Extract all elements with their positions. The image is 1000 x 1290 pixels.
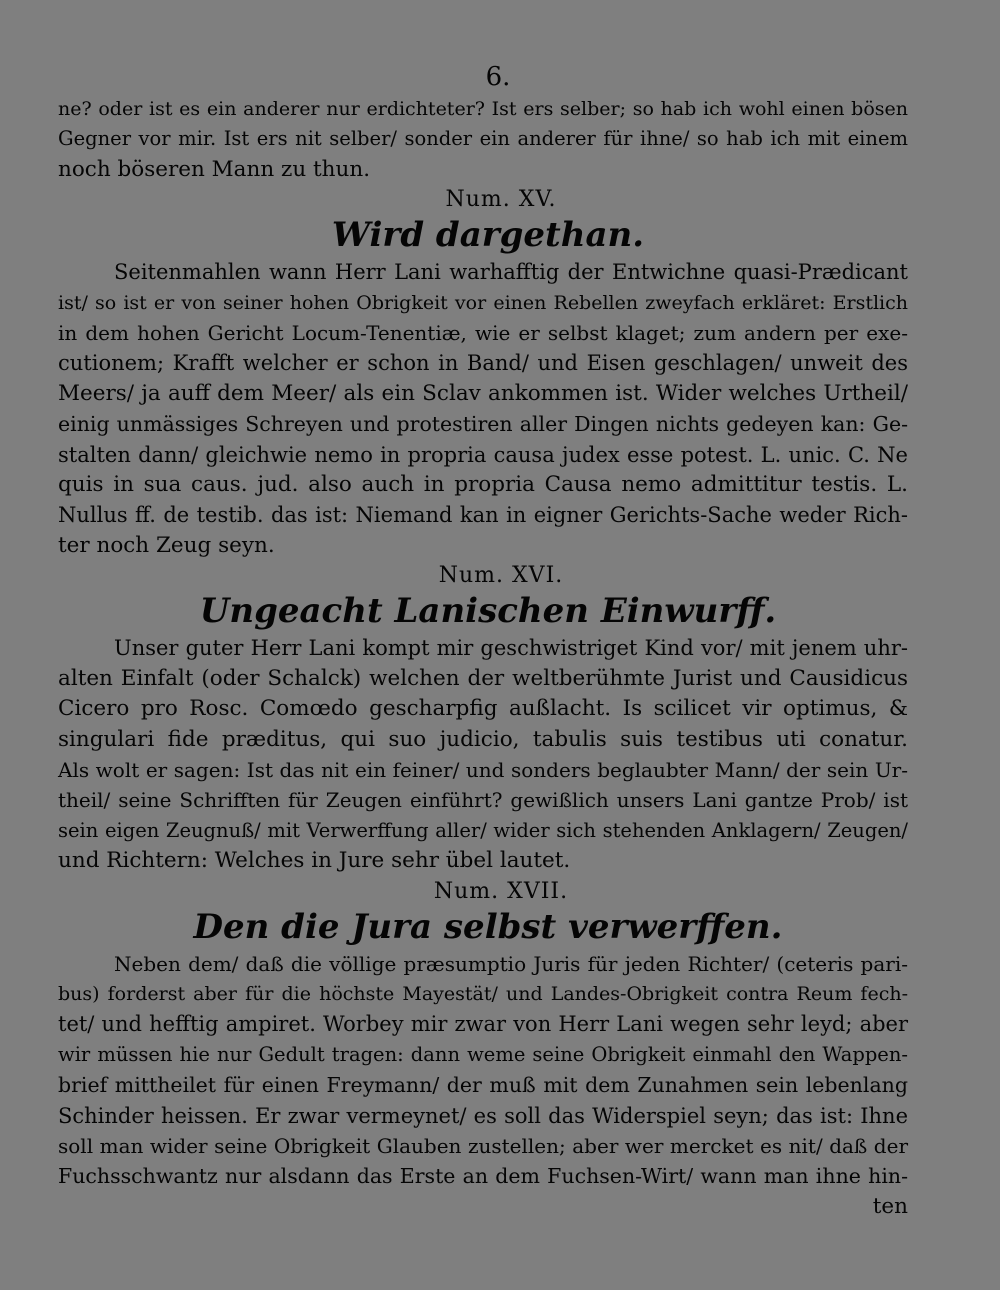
- section-heading: Ungeacht Lanischen Einwurff.: [199, 591, 777, 632]
- intro-paragraph: [58, 94, 908, 185]
- text-line: sein eigen Zeugnuß/ mit Verwerffung aller/ wider sich stehenden Anklagern/ Zeugen/: [58, 818, 908, 842]
- page-number: 6.: [485, 62, 511, 92]
- section-number: Num. XVII.: [433, 878, 569, 904]
- text-line: Neben dem/ daß die völlige præsumptio Juris für jeden Richter/ (ceteris pari-: [114, 951, 908, 976]
- document-page: [58, 62, 908, 1222]
- text-line: brief mittheilet für einen Freymann/ der muß mit dem Zunahmen sein lebenlang: [58, 1073, 908, 1098]
- text-line: Meers/ ja auff dem Meer/ als ein Sclav ankommen ist. Wider welches Urtheil/: [58, 380, 908, 406]
- text-line: wir müssen hie nur Gedult tragen: dann weme seine Obrigkeit einmahl den Wappen-: [58, 1042, 908, 1066]
- text-line: theil/ seine Schrifften für Zeugen einführt? gewißlich unsers Lani gantze Prob/ ist: [58, 788, 908, 813]
- text-line: Cicero pro Rosc. Comœdo gescharpfig außlacht. Is scilicet vir optimus, &: [58, 696, 908, 722]
- section-xv: [58, 185, 908, 561]
- text-line: Gegner vor mir. Ist ers nit selber/ sonder ein anderer für ihne/ so hab ich mit einem: [58, 127, 908, 151]
- text-line: bus) forderst aber für die höchste Mayestät/ und Landes-Obrigkeit contra Reum fech-: [58, 982, 908, 1005]
- text-line: Schinder heissen. Er zwar vermeynet/ es soll das Widerspiel seyn; das ist: Ihne: [58, 1103, 908, 1128]
- catchword: ten: [872, 1193, 908, 1219]
- text-line: stalten dann/ gleichwie nemo in propria causa judex esse potest. L. unic. C. Ne: [58, 442, 908, 467]
- text-line: Unser guter Herr Lani kompt mir geschwistriget Kind vor/ mit jenem uhr-: [114, 636, 908, 661]
- text-line: singulari fide præditus, qui suo judicio, tabulis suis testibus uti conatur.: [58, 726, 908, 752]
- text-line: in dem hohen Gericht Locum-Tenentiæ, wie er selbst klaget; zum andern per exe-: [58, 321, 908, 346]
- text-line: tet/ und hefftig ampiret. Worbey mir zwar von Herr Lani wegen sehr leyd; aber: [58, 1012, 908, 1037]
- section-heading: Wird dargethan.: [331, 215, 645, 256]
- text-line: Als wolt er sagen: Ist das nit ein feiner/ und sonders beglaubter Mann/ der sein Ur-: [58, 757, 908, 782]
- section-number: Num. XV.: [445, 187, 557, 213]
- text-line: alten Einfalt (oder Schalck) welchen der weltberühmte Jurist und Causidicus: [58, 665, 908, 691]
- text-line: einig unmässiges Schreyen und protestiren aller Dingen nichts gedeyen kan: Ge-: [58, 412, 908, 437]
- text-line: Nullus ff. de testib. das ist: Niemand kan in eigner Gerichts-Sache weder Rich-: [58, 503, 908, 528]
- text-line: soll man wider seine Obrigkeit Glauben zustellen; aber wer mercket es nit/ daß der: [58, 1133, 908, 1158]
- text-line: ter noch Zeug seyn.: [58, 532, 275, 558]
- section-xvii: [58, 877, 908, 1192]
- text-line: noch böseren Mann zu thun.: [58, 156, 371, 182]
- text-line: cutionem; Krafft welcher er schon in Band/ und Eisen geschlagen/ unweit des: [58, 351, 908, 376]
- text-line: quis in sua caus. jud. also auch in propria Causa nemo admittitur testis. L.: [58, 472, 908, 498]
- section-heading: Den die Jura selbst verwerffen.: [193, 906, 783, 947]
- text-line: und Richtern: Welches in Jure sehr übel lautet.: [58, 848, 571, 874]
- section-xvi: [58, 561, 908, 876]
- text-line: Fuchsschwantz nur alsdann das Erste an dem Fuchsen-Wirt/ wann man ihne hin-: [58, 1164, 908, 1189]
- text-line: ne? oder ist es ein anderer nur erdichteter? Ist ers selber; so hab ich wohl einen bösen: [58, 98, 908, 120]
- text-line: ist/ so ist er von seiner hohen Obrigkeit vor einen Rebellen zweyfach erkläret: Erstlich: [58, 291, 908, 314]
- text-line: Seitenmahlen wann Herr Lani warhafftig der Entwichne quasi-Prædicant: [114, 260, 908, 285]
- section-number: Num. XVI.: [438, 563, 564, 589]
